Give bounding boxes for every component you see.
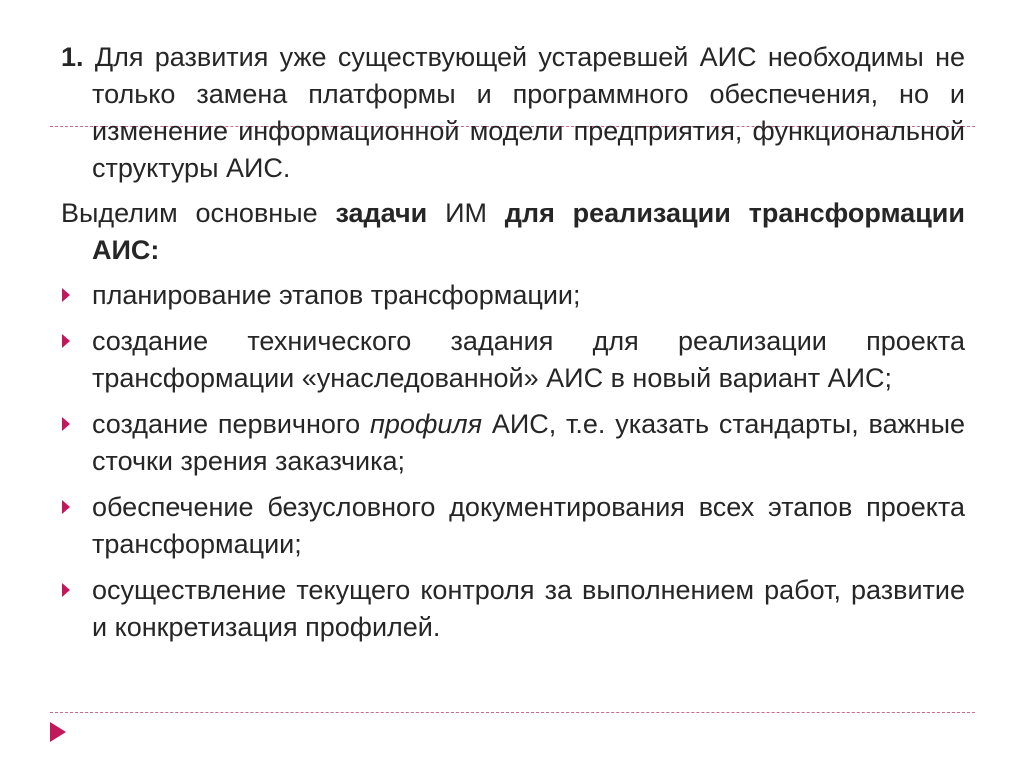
triangle-right-icon <box>62 583 70 597</box>
list-item <box>61 277 965 314</box>
bottom-dashed-divider <box>50 712 975 713</box>
triangle-right-icon <box>50 722 66 742</box>
paragraph-2-bold1: задачи <box>335 198 428 228</box>
list-item-text: обеспечение безусловного документирования всех этапов проекта трансформации; <box>92 492 965 559</box>
task-list <box>61 277 965 646</box>
list-item-text-italic: профиля <box>369 409 483 439</box>
triangle-right-icon <box>62 417 70 431</box>
paragraph-2 <box>61 195 965 269</box>
list-item-text: создание технического задания для реализации проекта трансформации «унаследованной» АИС в новый вариант АИС; <box>92 326 965 393</box>
list-item-text-before: создание первичного <box>92 409 370 439</box>
list-item <box>61 323 965 397</box>
paragraph-2-part2: ИМ <box>427 198 505 228</box>
list-item-text <box>92 409 965 476</box>
list-item <box>61 572 965 646</box>
triangle-right-icon <box>62 288 70 302</box>
triangle-right-icon <box>62 334 70 348</box>
list-item <box>61 406 965 480</box>
paragraph-1-text: Для развития уже существующей устаревшей АИС необходимы не только замена платформы и программного обеспечения, но и изменение информационной модели предприятия, функциональной структуры АИС. <box>83 42 965 183</box>
paragraph-1 <box>61 39 965 187</box>
paragraph-2-bold2: для реализации трансформации АИС: <box>92 198 965 265</box>
list-item-text: планирование этапов трансформации; <box>92 280 581 310</box>
paragraph-2-part1: Выделим основные <box>61 198 336 228</box>
list-item-text: осуществление текущего контроля за выполнением работ, развитие и конкретизация профилей. <box>92 575 965 642</box>
triangle-right-icon <box>62 500 70 514</box>
slide-content <box>61 39 965 655</box>
list-item <box>61 489 965 563</box>
list-item-text-after: АИС, т.е. указать стандарты, важные сточки зрения заказчика; <box>92 409 965 476</box>
paragraph-1-number: 1. <box>61 42 84 72</box>
